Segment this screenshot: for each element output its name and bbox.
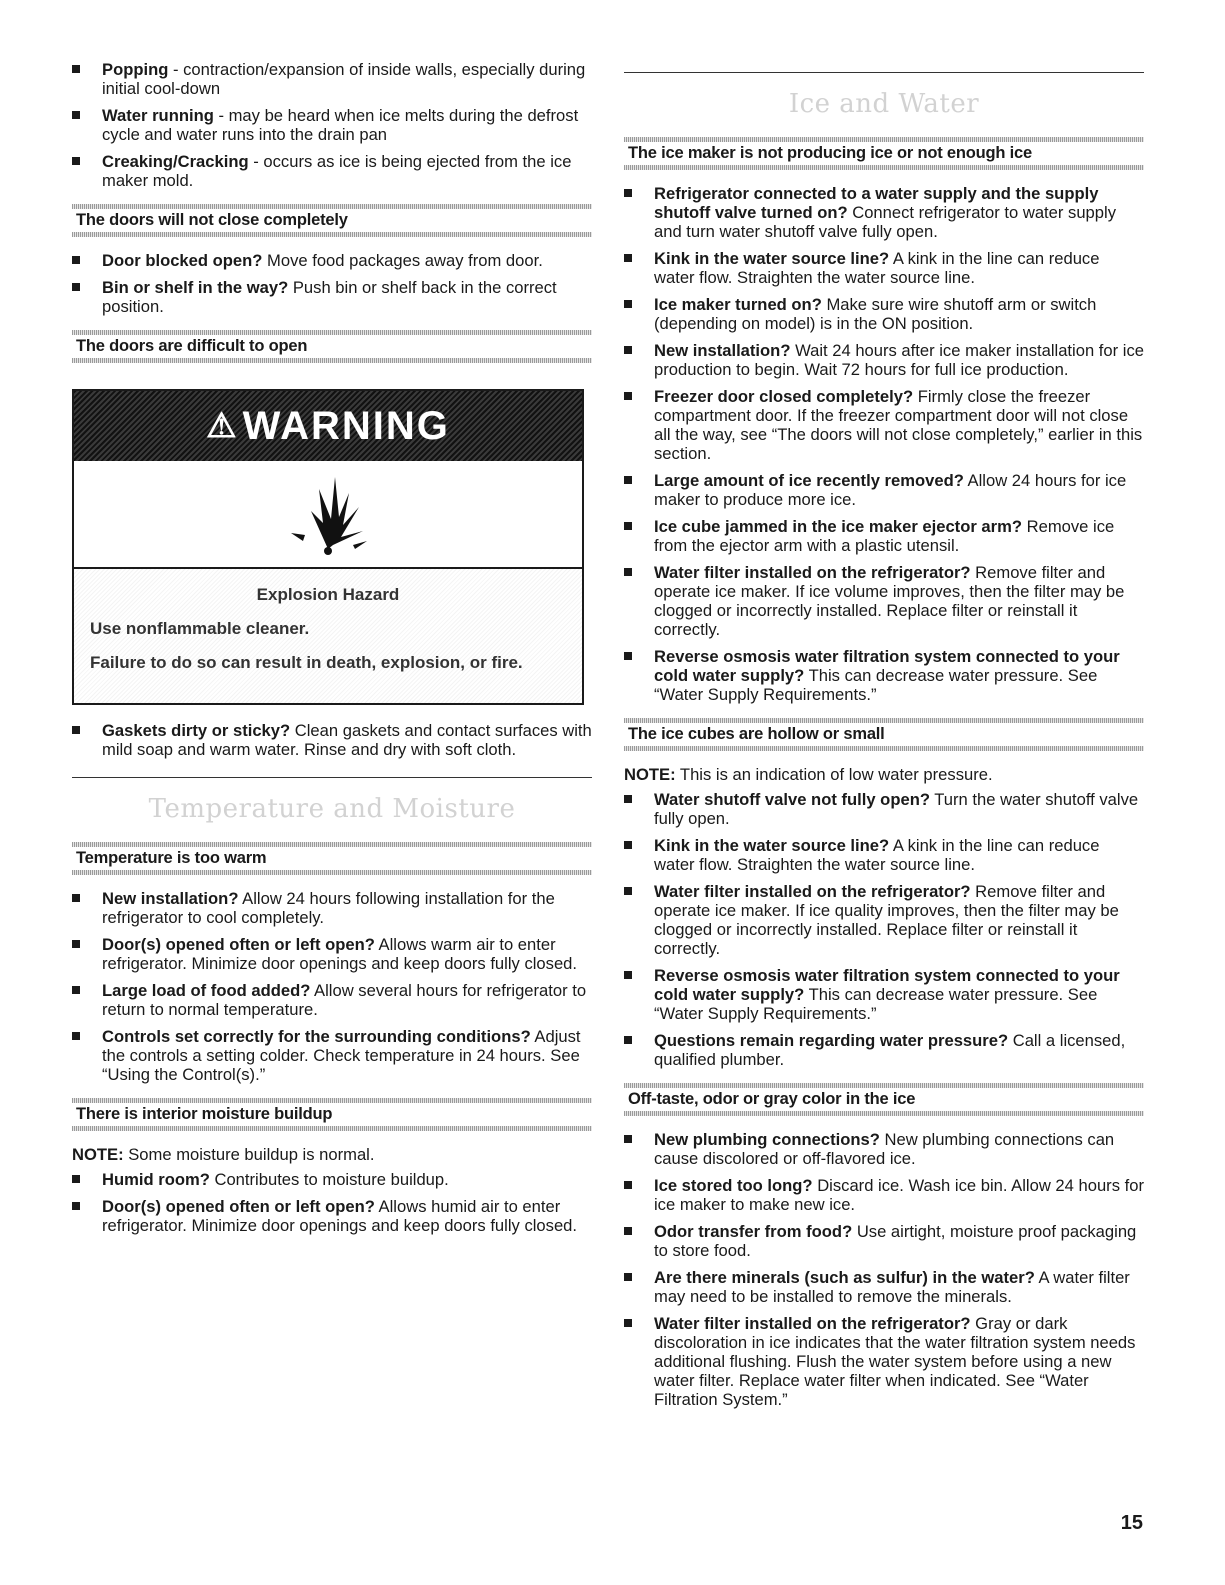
list-item xyxy=(624,836,1144,874)
item-answer: Connect refrigerator to water supply and turn water shutoff valve fully open. xyxy=(654,203,1117,241)
list-item xyxy=(624,1130,1144,1168)
item-question: Water filter installed on the refrigerator? xyxy=(654,563,971,582)
off-taste-list xyxy=(624,1130,1144,1409)
list-item xyxy=(624,1031,1144,1069)
item-question: Door(s) opened often or left open? xyxy=(102,1197,375,1216)
doors-not-close-heading: The doors will not close completely xyxy=(72,204,592,237)
item-question: Bin or shelf in the way? xyxy=(102,278,289,297)
list-item xyxy=(624,1314,1144,1409)
item-question: Large load of food added? xyxy=(102,981,311,1000)
temperature-moisture-section-title: Temperature and Moisture xyxy=(72,777,592,828)
item-answer: Clean gaskets and contact surfaces with mild soap and warm water. Rinse and dry with soft cloth. xyxy=(102,721,592,759)
item-answer: Discard ice. Wash ice bin. Allow 24 hours for ice maker to make new ice. xyxy=(654,1176,1144,1214)
item-answer: New plumbing connections can cause discolored or off-flavored ice. xyxy=(654,1130,1115,1168)
doors-not-close-list xyxy=(72,251,592,316)
item-answer: Turn the water shutoff valve fully open. xyxy=(654,790,1139,828)
item-answer: Remove filter and operate ice maker. If ice volume improves, then the filter may be clogged or incorrectly installed. Replace filter or reinstall it correctly. xyxy=(654,563,1125,639)
list-item xyxy=(72,60,592,98)
item-question: Are there minerals (such as sulfur) in the water? xyxy=(654,1268,1035,1287)
item-question: Ice stored too long? xyxy=(654,1176,813,1195)
list-item xyxy=(624,295,1144,333)
list-item xyxy=(72,106,592,144)
not-producing-list xyxy=(624,184,1144,704)
page-number: 15 xyxy=(1120,1512,1143,1534)
list-item xyxy=(624,966,1144,1023)
warning-text-area xyxy=(74,569,582,703)
item-answer: Firmly close the freezer compartment door. If the freezer compartment door will not close all the way, see “The doors will not close completely,” earlier in this section. xyxy=(654,387,1143,463)
list-item xyxy=(72,1027,592,1084)
item-answer: Allow several hours for refrigerator to return to normal temperature. xyxy=(102,981,587,1019)
list-item xyxy=(72,1197,592,1235)
item-question: Freezer door closed completely? xyxy=(654,387,914,406)
item-answer: Allows warm air to enter refrigerator. Minimize door openings and keep doors fully closed. xyxy=(102,935,578,973)
list-item xyxy=(72,152,592,190)
list-item xyxy=(624,1176,1144,1214)
item-question: Water shutoff valve not fully open? xyxy=(654,790,930,809)
moisture-list xyxy=(72,1170,592,1235)
hollow-list xyxy=(624,790,1144,1069)
list-item xyxy=(72,278,592,316)
item-answer: Wait 24 hours after ice maker installation for ice production to begin. Wait 72 hours for full ice production. xyxy=(654,341,1144,379)
explosion-icon xyxy=(283,471,373,557)
item-question: Kink in the water source line? xyxy=(654,249,890,268)
right-column xyxy=(624,60,1144,1417)
item-question: Gaskets dirty or sticky? xyxy=(102,721,291,740)
warning-icon-area xyxy=(74,461,582,569)
warning-triangle-icon: ⚠ xyxy=(206,407,239,445)
item-answer: - occurs as ice is being ejected from the ice maker mold. xyxy=(102,152,572,190)
item-answer: Remove filter and operate ice maker. If ice quality improves, then the filter may be clogged or incorrectly installed. Replace filter or reinstall it correctly. xyxy=(654,882,1119,958)
list-item xyxy=(72,251,592,270)
item-answer: A water filter may need to be installed to remove the minerals. xyxy=(654,1268,1130,1306)
item-answer: - contraction/expansion of inside walls, especially during initial cool-down xyxy=(102,60,586,98)
list-item xyxy=(624,647,1144,704)
item-answer: This can decrease water pressure. See “Water Supply Requirements.” xyxy=(654,666,1098,704)
list-item xyxy=(72,721,592,759)
item-question: Ice maker turned on? xyxy=(654,295,822,314)
list-item xyxy=(624,249,1144,287)
list-item xyxy=(624,341,1144,379)
list-item xyxy=(624,882,1144,958)
list-item xyxy=(624,184,1144,241)
list-item xyxy=(72,1170,592,1189)
list-item xyxy=(624,790,1144,828)
item-question: Questions remain regarding water pressure? xyxy=(654,1031,1009,1050)
hollow-note: NOTE: This is an indication of low water pressure. xyxy=(624,765,993,784)
warning-banner-text: WARNING xyxy=(242,403,450,448)
item-question: Popping xyxy=(102,60,169,79)
list-item xyxy=(624,471,1144,509)
item-answer: Remove ice from the ejector arm with a plastic utensil. xyxy=(654,517,1115,555)
item-answer: Make sure wire shutoff arm or switch (depending on model) is in the ON position. xyxy=(654,295,1097,333)
item-question: Water running xyxy=(102,106,214,125)
item-answer: Move food packages away from door. xyxy=(262,251,543,270)
left-column xyxy=(72,60,592,1243)
item-question: Reverse osmosis water filtration system connected to your cold water supply? xyxy=(654,966,1120,1004)
doors-difficult-list xyxy=(72,721,592,759)
item-answer: This can decrease water pressure. See “Water Supply Requirements.” xyxy=(654,985,1098,1023)
list-item xyxy=(624,387,1144,463)
item-question: Humid room? xyxy=(102,1170,210,1189)
item-answer: Allow 24 hours for ice maker to produce more ice. xyxy=(654,471,1127,509)
item-question: Kink in the water source line? xyxy=(654,836,890,855)
item-question: Door blocked open? xyxy=(102,251,263,270)
item-answer: Allow 24 hours following installation for the refrigerator to cool completely. xyxy=(102,889,555,927)
item-answer: Push bin or shelf back in the correct position. xyxy=(102,278,557,316)
warning-box xyxy=(72,389,584,705)
item-question: Ice cube jammed in the ice maker ejector arm? xyxy=(654,517,1022,536)
item-answer: Use airtight, moisture proof packaging to store food. xyxy=(654,1222,1137,1260)
list-item xyxy=(624,563,1144,639)
not-producing-heading: The ice maker is not producing ice or not enough ice xyxy=(624,137,1144,170)
list-item xyxy=(72,889,592,927)
warning-consequence: Failure to do so can result in death, explosion, or fire. xyxy=(90,653,523,672)
item-question: Water filter installed on the refrigerator? xyxy=(654,882,971,901)
doors-difficult-heading: The doors are difficult to open xyxy=(72,330,592,363)
item-answer: Contributes to moisture buildup. xyxy=(209,1170,449,1189)
moisture-heading: There is interior moisture buildup xyxy=(72,1098,592,1131)
item-answer: A kink in the line can reduce water flow. Straighten the water source line. xyxy=(654,249,1100,287)
moisture-note: NOTE: Some moisture buildup is normal. xyxy=(72,1145,375,1164)
item-question: Large amount of ice recently removed? xyxy=(654,471,964,490)
item-question: Reverse osmosis water filtration system connected to your cold water supply? xyxy=(654,647,1120,685)
item-answer: Allows humid air to enter refrigerator. Minimize door openings and keep doors fully closed. xyxy=(102,1197,578,1235)
warning-title: Explosion Hazard xyxy=(256,585,400,604)
item-question: Door(s) opened often or left open? xyxy=(102,935,375,954)
temp-warm-heading: Temperature is too warm xyxy=(72,842,592,875)
item-answer: - may be heard when ice melts during the defrost cycle and water runs into the drain pan xyxy=(102,106,579,144)
warning-banner xyxy=(74,391,582,461)
item-question: Refrigerator connected to a water supply and the supply shutoff valve turned on? xyxy=(654,184,1099,222)
item-answer: Call a licensed, qualified plumber. xyxy=(654,1031,1126,1069)
list-item xyxy=(72,935,592,973)
item-answer: A kink in the line can reduce water flow. Straighten the water source line. xyxy=(654,836,1100,874)
warning-instruction: Use nonflammable cleaner. xyxy=(90,619,310,638)
ice-water-section-title: Ice and Water xyxy=(624,72,1144,123)
item-question: New installation? xyxy=(102,889,239,908)
item-question: New plumbing connections? xyxy=(654,1130,880,1149)
item-question: Creaking/Cracking xyxy=(102,152,249,171)
list-item xyxy=(624,1268,1144,1306)
list-item xyxy=(624,517,1144,555)
item-answer: Adjust the controls a setting colder. Check temperature in 24 hours. See “Using the Control(s).” xyxy=(102,1027,581,1084)
hollow-heading: The ice cubes are hollow or small xyxy=(624,718,1144,751)
item-question: Odor transfer from food? xyxy=(654,1222,853,1241)
item-question: New installation? xyxy=(654,341,791,360)
list-item xyxy=(72,981,592,1019)
temp-warm-list xyxy=(72,889,592,1084)
list-item xyxy=(624,1222,1144,1260)
item-question: Controls set correctly for the surrounding conditions? xyxy=(102,1027,531,1046)
item-question: Water filter installed on the refrigerator? xyxy=(654,1314,971,1333)
off-taste-heading: Off-taste, odor or gray color in the ice xyxy=(624,1083,1144,1116)
noises-list xyxy=(72,60,592,190)
item-answer: Gray or dark discoloration in ice indicates that the water filtration system needs additional flushing. Flush the water system before using a new water filter. Replace water filter when indicated. See “Water Filtration System.” xyxy=(654,1314,1136,1409)
